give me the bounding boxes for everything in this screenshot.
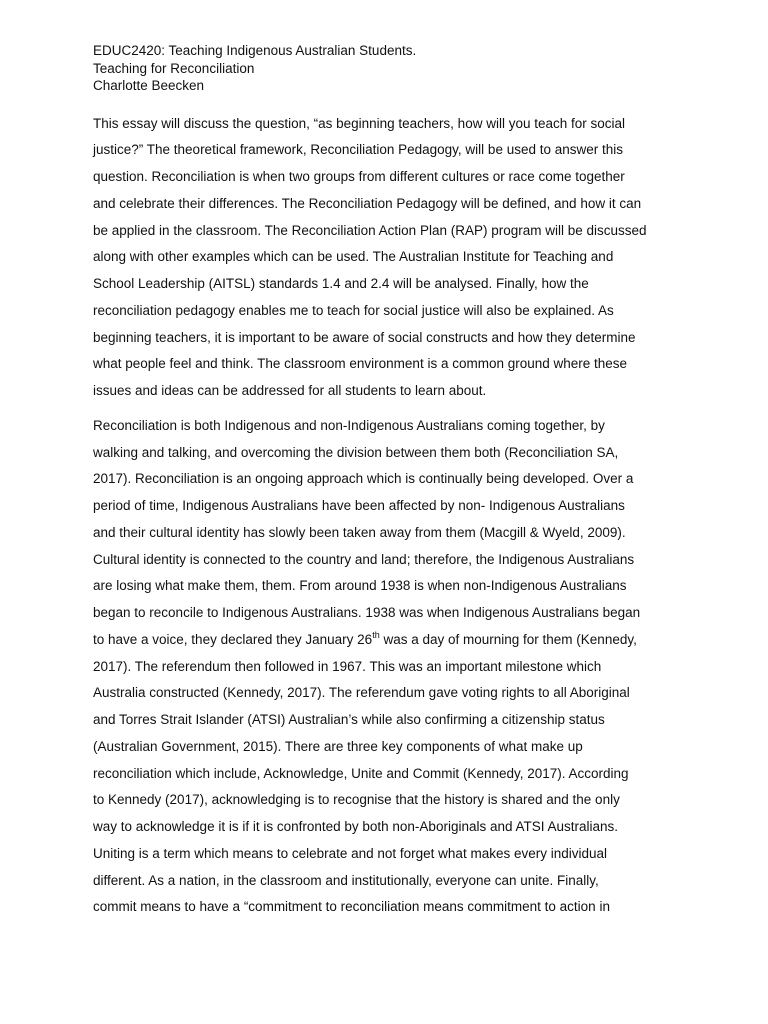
text-line: 2017). Reconciliation is an ongoing approach which is continually being developed. Over a: [93, 471, 634, 487]
text-line: Uniting is a term which means to celebrate and not forget what makes every individual: [93, 845, 608, 861]
text-line: This essay will discuss the question, “as beginning teachers, how will you teach for social: [93, 115, 626, 131]
text-line: School Leadership (AITSL) standards 1.4 and 2.4 will be analysed. Finally, how the: [93, 276, 589, 291]
text-line: and celebrate their differences. The Reconciliation Pedagogy will be defined, and how it can: [93, 195, 642, 211]
text-line: along with other examples which can be used. The Australian Institute for Teaching and: [93, 249, 614, 265]
text-line: and their cultural identity has slowly been taken away from them (Macgill & Wyeld, 2009).: [93, 524, 626, 540]
document-page: [93, 42, 675, 921]
text-segment: to have a voice, they declared they January 26: [93, 631, 373, 647]
text-line-with-superscript: [93, 627, 675, 654]
text-segment: was a day of mourning for them (Kennedy,: [379, 631, 637, 647]
text-line: reconciliation which include, Acknowledge, Unite and Commit (Kennedy, 2017). According: [93, 765, 629, 781]
text-line: question. Reconciliation is when two groups from different cultures or race come together: [93, 169, 625, 184]
text-line: (Australian Government, 2015). There are three key components of what make up: [93, 738, 583, 754]
text-line: to Kennedy (2017), acknowledging is to recognise that the history is shared and the only: [93, 792, 620, 808]
text-line: issues and ideas can be addressed for all students to learn about.: [93, 383, 487, 398]
text-line: reconciliation pedagogy enables me to teach for social justice will also be explained. As: [93, 302, 614, 318]
paragraph-intro: [93, 111, 675, 405]
superscript: th: [372, 629, 380, 640]
text-line: different. As a nation, in the classroom and institutionally, everyone can unite. Finally,: [93, 872, 599, 888]
essay-title: Teaching for Reconciliation: [93, 60, 255, 76]
document-header: [93, 42, 675, 95]
text-line: commit means to have a “commitment to reconciliation means commitment to action in: [93, 899, 610, 915]
text-line: began to reconcile to Indigenous Australians. 1938 was when Indigenous Australians began: [93, 605, 641, 620]
text-line: walking and talking, and overcoming the division between them both (Reconciliation SA,: [93, 444, 619, 460]
text-line: and Torres Strait Islander (ATSI) Australian’s while also confirming a citizenship status: [93, 712, 605, 727]
text-line: are losing what make them, them. From around 1938 is when non-Indigenous Australians: [93, 578, 627, 594]
text-line: Australia constructed (Kennedy, 2017). The referendum gave voting rights to all Aboriginal: [93, 685, 630, 701]
text-line: what people feel and think. The classroom environment is a common ground where these: [93, 356, 628, 372]
paragraph-reconciliation: [93, 413, 675, 921]
text-line: 2017). The referendum then followed in 1967. This was an important milestone which: [93, 658, 602, 674]
course-title: EDUC2420: Teaching Indigenous Australian Students.: [93, 43, 417, 58]
author-name: Charlotte Beecken: [93, 78, 205, 93]
text-line: Reconciliation is both Indigenous and non-Indigenous Australians coming together, by: [93, 417, 605, 433]
text-line: be applied in the classroom. The Reconciliation Action Plan (RAP) program will be discussed: [93, 222, 647, 238]
text-line: Cultural identity is connected to the country and land; therefore, the Indigenous Australians: [93, 551, 635, 567]
text-line: way to acknowledge it is if it is confronted by both non-Aboriginals and ATSI Australians.: [93, 819, 619, 834]
text-line: beginning teachers, it is important to be aware of social constructs and how they determine: [93, 329, 636, 345]
text-line: justice?” The theoretical framework, Reconciliation Pedagogy, will be used to answer this: [93, 142, 624, 158]
text-line: period of time, Indigenous Australians have been affected by non- Indigenous Australians: [93, 498, 625, 513]
